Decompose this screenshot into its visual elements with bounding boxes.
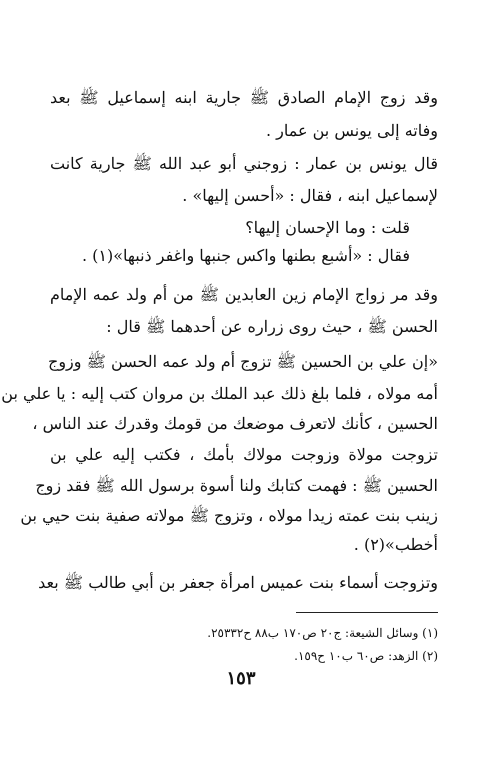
body-line: تزوجت مولاة وزوجت مولاك بأمك ، فكتب إليه علي بن (50, 445, 438, 464)
body-line: «إن علي بن الحسين ﷺ تزوج أم ولد عمه الحسن ﷺ وزوج (48, 352, 438, 371)
body-line: فقال : «أشبع بطنها واكس جنبها واغفر ذنبها»(١) . (81, 246, 410, 265)
body-line: قال يونس بن عمار : زوجني أبو عبد الله ﷺ جارية كانت (50, 154, 438, 173)
body-line: وتزوجت أسماء بنت عميس امرأة جعفر بن أبي طالب ﷺ بعد (38, 573, 438, 592)
body-line: لإسماعيل ابنه ، فقال : «أحسن إليها» . (182, 186, 438, 205)
footnote: (٢) الزهد: ص٦٠ ب١٠ ح١٥٩. (294, 649, 438, 663)
page-number: ١٥٣ (226, 668, 256, 689)
body-line: وفاته إلى يونس بن عمار . (265, 121, 438, 140)
body-line: الحسين ﷺ : فهمت كتابك ولنا أسوة برسول الله ﷺ فقد زوج (35, 476, 438, 495)
body-line: الحسين ، كأنك لاتعرف موضعك من قومك وقدرك عند الناس ، (32, 414, 438, 433)
body-line: وقد مر زواج الإمام زين العابدين ﷺ من أم ولد عمه الإمام (50, 285, 438, 304)
body-line: زينب بنت عمته زيدا مولاه ، وتزوج ﷺ مولاته صفية بنت حيي بن (20, 506, 438, 525)
footnote: (١) وسائل الشيعة: ج٢٠ ص١٧٠ ب٨٨ ح٢٥٣٣٢. (207, 626, 438, 640)
footnote-divider (296, 612, 438, 613)
body-line: أمه مولاه ، فلما بلغ ذلك عبد الملك بن مروان كتب إليه : يا علي بن (1, 384, 438, 403)
body-line: قلت : وما الإحسان إليها؟ (245, 218, 410, 237)
body-line: وقد زوج الإمام الصادق ﷺ جارية ابنه إسماعيل ﷺ بعد (50, 88, 438, 107)
body-line: الحسن ﷺ ، حيث روى زراره عن أحدهما ﷺ قال : (106, 317, 438, 336)
body-line: أخطب»(٢) . (353, 535, 438, 554)
